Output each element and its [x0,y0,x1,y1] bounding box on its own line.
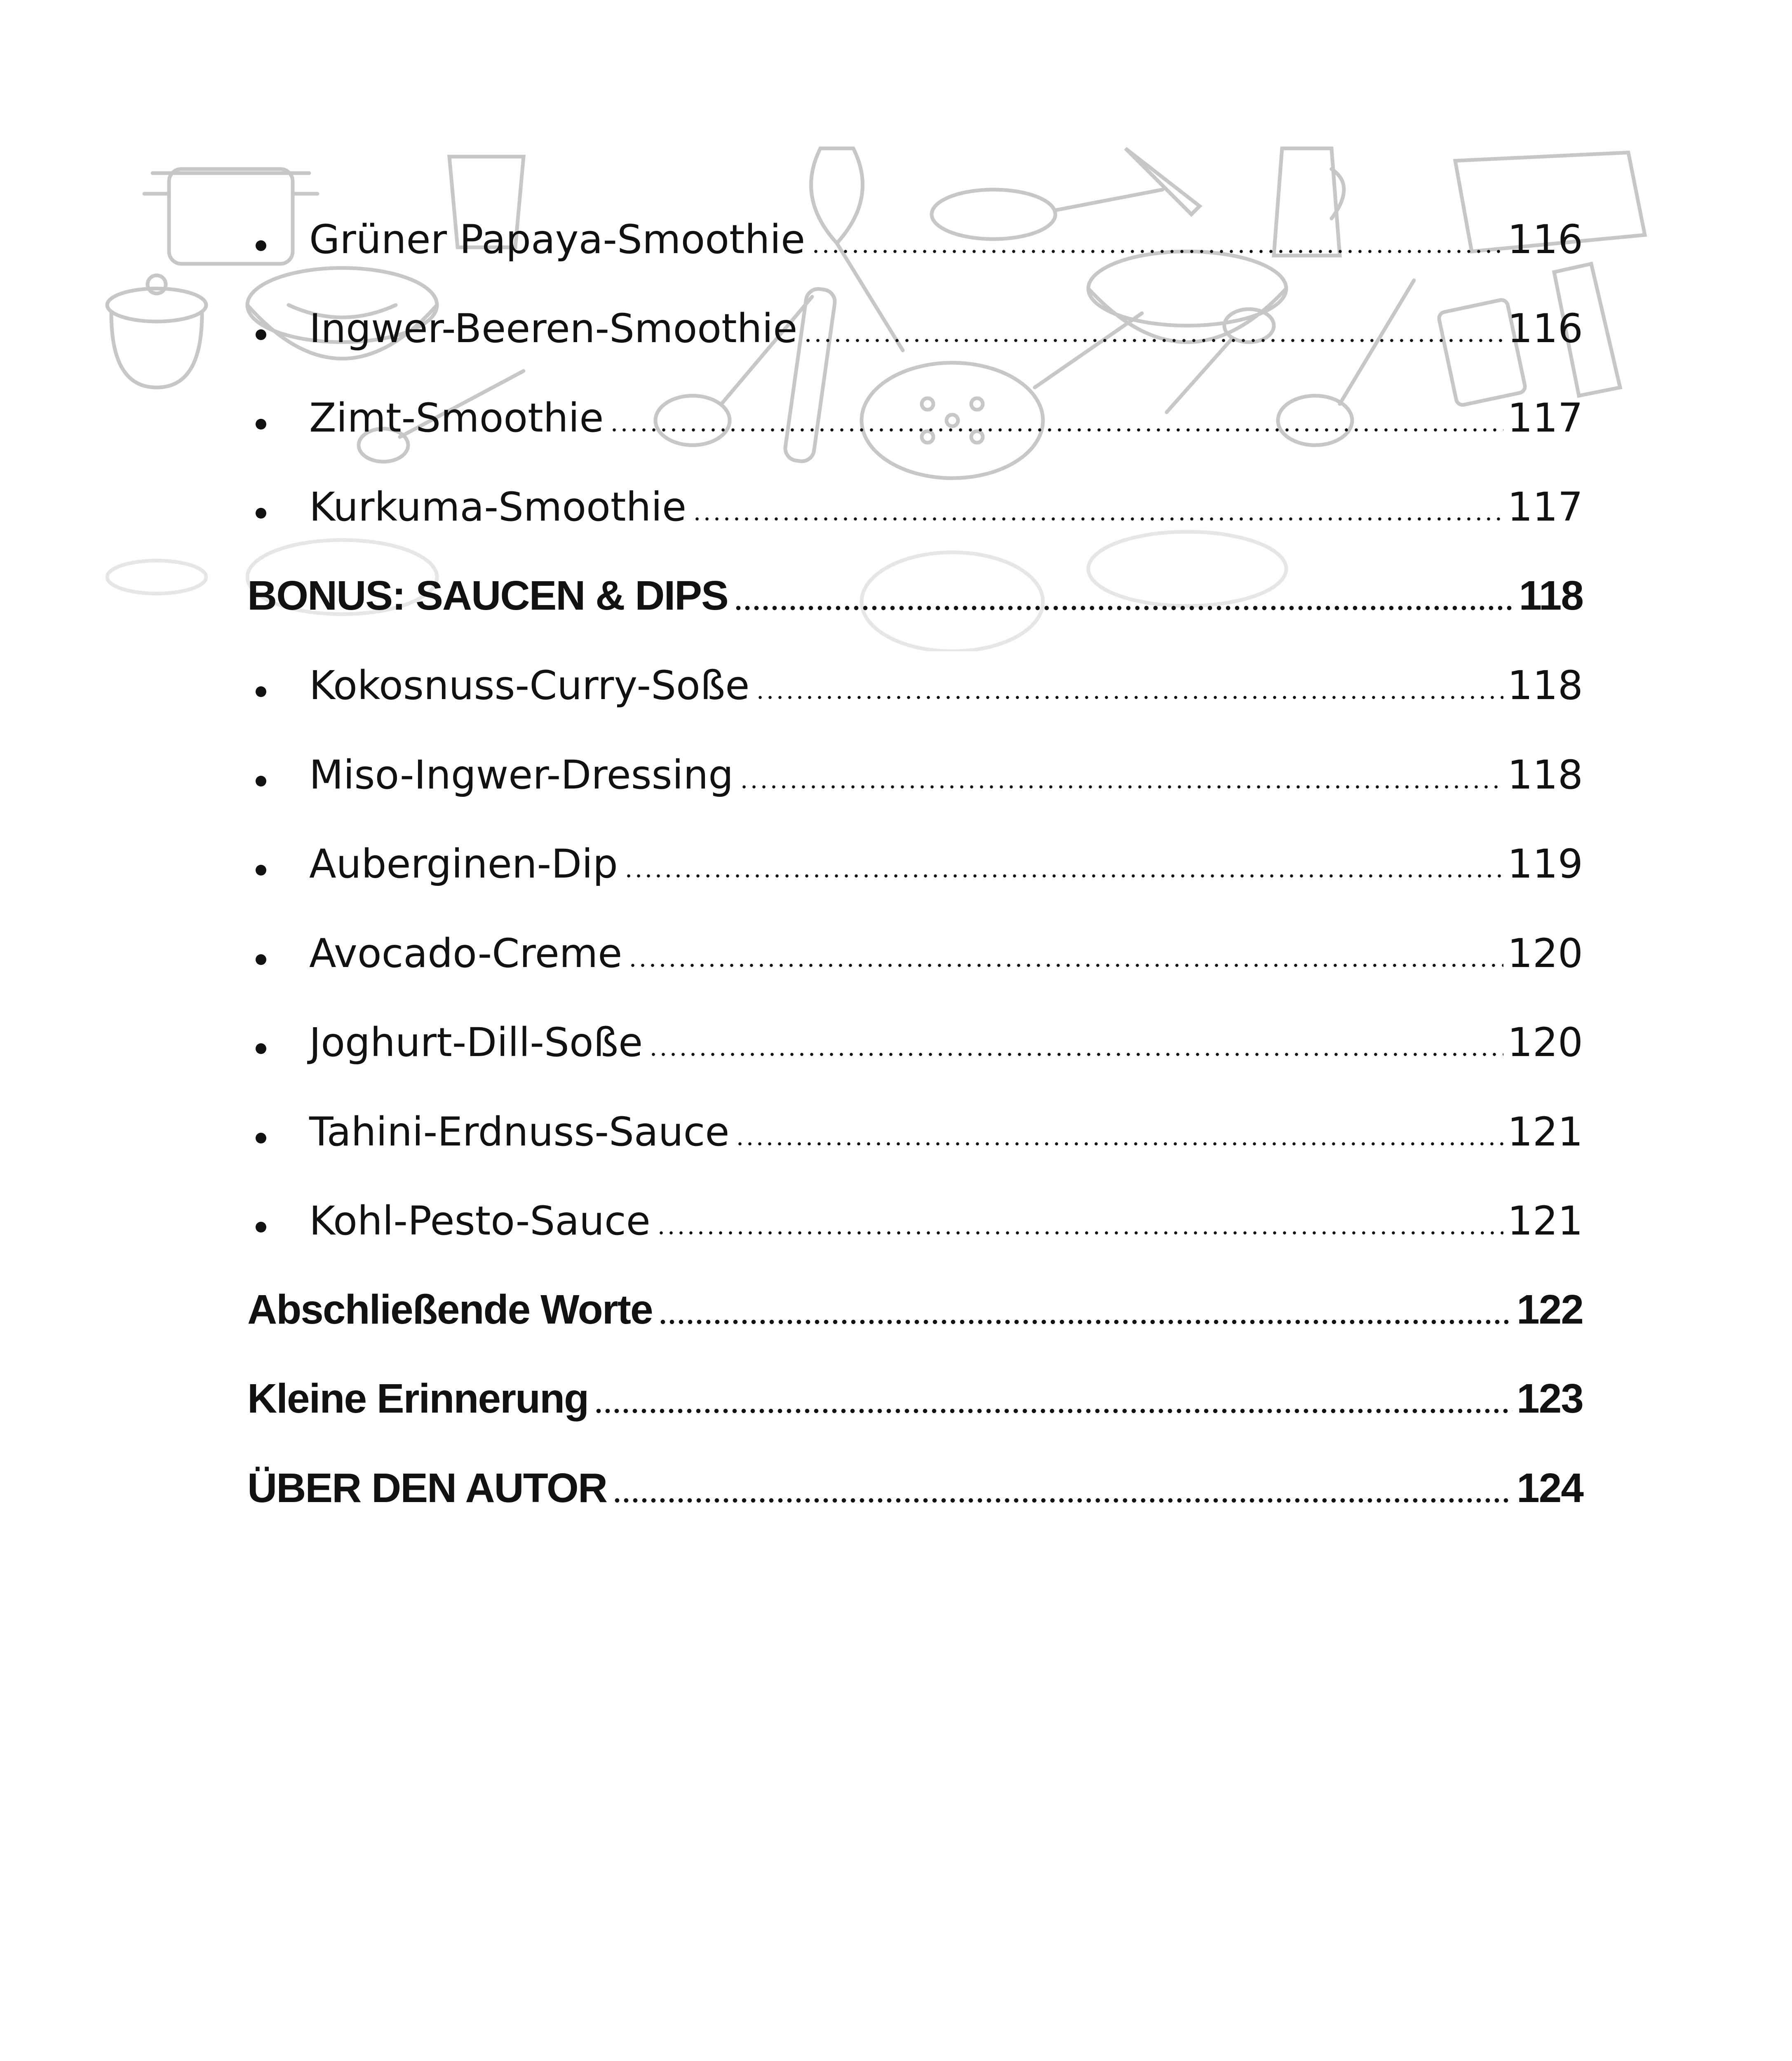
toc-sub-entry[interactable] [247,445,1583,535]
dot-leader [735,1142,1503,1146]
toc-page-number: 118 [1507,662,1583,709]
toc-entry-line [247,662,1583,713]
toc-entry-label: Ingwer-Beeren-Smoothie [309,305,798,352]
toc-heading-entry[interactable] [247,1338,1583,1427]
dot-leader [656,1231,1503,1235]
toc-page-number: 119 [1507,841,1583,887]
dot-leader [734,606,1515,610]
toc-page-number: 120 [1507,1019,1583,1066]
toc-entry-label: Avocado-Creme [309,930,622,977]
dot-leader [803,338,1503,343]
toc-page-number: 117 [1507,484,1583,530]
toc-heading-entry[interactable] [247,1248,1583,1338]
dot-leader [594,1408,1513,1413]
bullet-icon [256,686,266,697]
toc-entry-line [247,305,1583,356]
toc-entry-line [247,1286,1583,1338]
toc-entry-line [247,1467,1583,1516]
bullet-icon [256,508,266,519]
toc-sub-entry[interactable] [247,624,1583,713]
toc-entry-line [247,930,1583,981]
dot-leader [624,874,1503,878]
bullet-icon [256,1043,266,1054]
toc-sub-entry[interactable] [247,177,1583,267]
toc-entry-line [247,394,1583,445]
toc-entry-label: Zimt-Smoothie [309,394,604,441]
toc-page-number: 121 [1507,1108,1583,1155]
bullet-icon [256,1133,266,1143]
dot-leader [755,695,1503,700]
dot-leader [613,1498,1513,1503]
toc-page-number: 124 [1517,1465,1583,1511]
table-of-contents [247,177,1583,1516]
toc-sub-entry[interactable] [247,802,1583,892]
toc-sub-entry[interactable] [247,1070,1583,1159]
toc-entry-label: Auberginen-Dip [309,841,618,887]
toc-entry-label: Kurkuma-Smoothie [309,484,687,530]
toc-entry-line [247,1108,1583,1159]
toc-entry-label: Joghurt-Dill-Soße [309,1019,643,1066]
toc-heading-entry[interactable] [247,1427,1583,1516]
toc-page-number: 116 [1507,305,1583,352]
toc-entry-line [247,751,1583,802]
toc-entry-label: Abschließende Worte [247,1286,653,1333]
toc-entry-line [247,1019,1583,1070]
toc-entry-label: Tahini-Erdnuss-Sauce [309,1108,730,1155]
toc-entry-line [247,1198,1583,1248]
bullet-icon [256,419,266,430]
bullet-icon [256,954,266,965]
dot-leader [628,963,1503,967]
toc-entry-line [247,572,1583,624]
dot-leader [658,1319,1513,1324]
toc-sub-entry[interactable] [247,981,1583,1070]
lidded-pot-icon [107,275,206,387]
toc-entry-label: Kleine Erinnerung [247,1376,589,1422]
toc-entry-label: ÜBER DEN AUTOR [247,1465,607,1511]
toc-sub-entry[interactable] [247,891,1583,981]
dot-leader [811,249,1503,254]
toc-sub-entry[interactable] [247,713,1583,802]
toc-entry-line [247,484,1583,534]
toc-page-number: 123 [1517,1376,1583,1422]
toc-page-number: 118 [1507,751,1583,798]
bullet-icon [256,865,266,876]
toc-page-number: 122 [1517,1286,1583,1333]
toc-entry-line [247,841,1583,891]
bullet-icon [256,240,266,251]
dot-leader [692,517,1503,521]
toc-entry-label: Kohl-Pesto-Sauce [309,1198,651,1244]
toc-entry-label: BONUS: SAUCEN & DIPS [247,572,728,619]
toc-page-number: 117 [1507,394,1583,441]
toc-page-number: 116 [1507,216,1583,263]
toc-page-number: 121 [1507,1198,1583,1244]
toc-page-number: 118 [1519,572,1583,619]
dot-leader [648,1052,1503,1056]
toc-entry-line [247,216,1583,267]
dot-leader [609,428,1503,432]
toc-page-number: 120 [1507,930,1583,977]
toc-entry-line [247,1378,1583,1427]
bullet-icon [256,329,266,340]
toc-sub-entry[interactable] [247,267,1583,356]
toc-sub-entry[interactable] [247,356,1583,445]
toc-entry-label: Miso-Ingwer-Dressing [309,751,734,798]
toc-heading-entry[interactable] [247,534,1583,624]
toc-sub-entry[interactable] [247,1159,1583,1249]
bullet-icon [256,1222,266,1232]
bullet-icon [256,776,266,786]
toc-entry-label: Kokosnuss-Curry-Soße [309,662,750,709]
toc-entry-label: Grüner Papaya-Smoothie [309,216,806,263]
dot-leader [739,785,1503,789]
